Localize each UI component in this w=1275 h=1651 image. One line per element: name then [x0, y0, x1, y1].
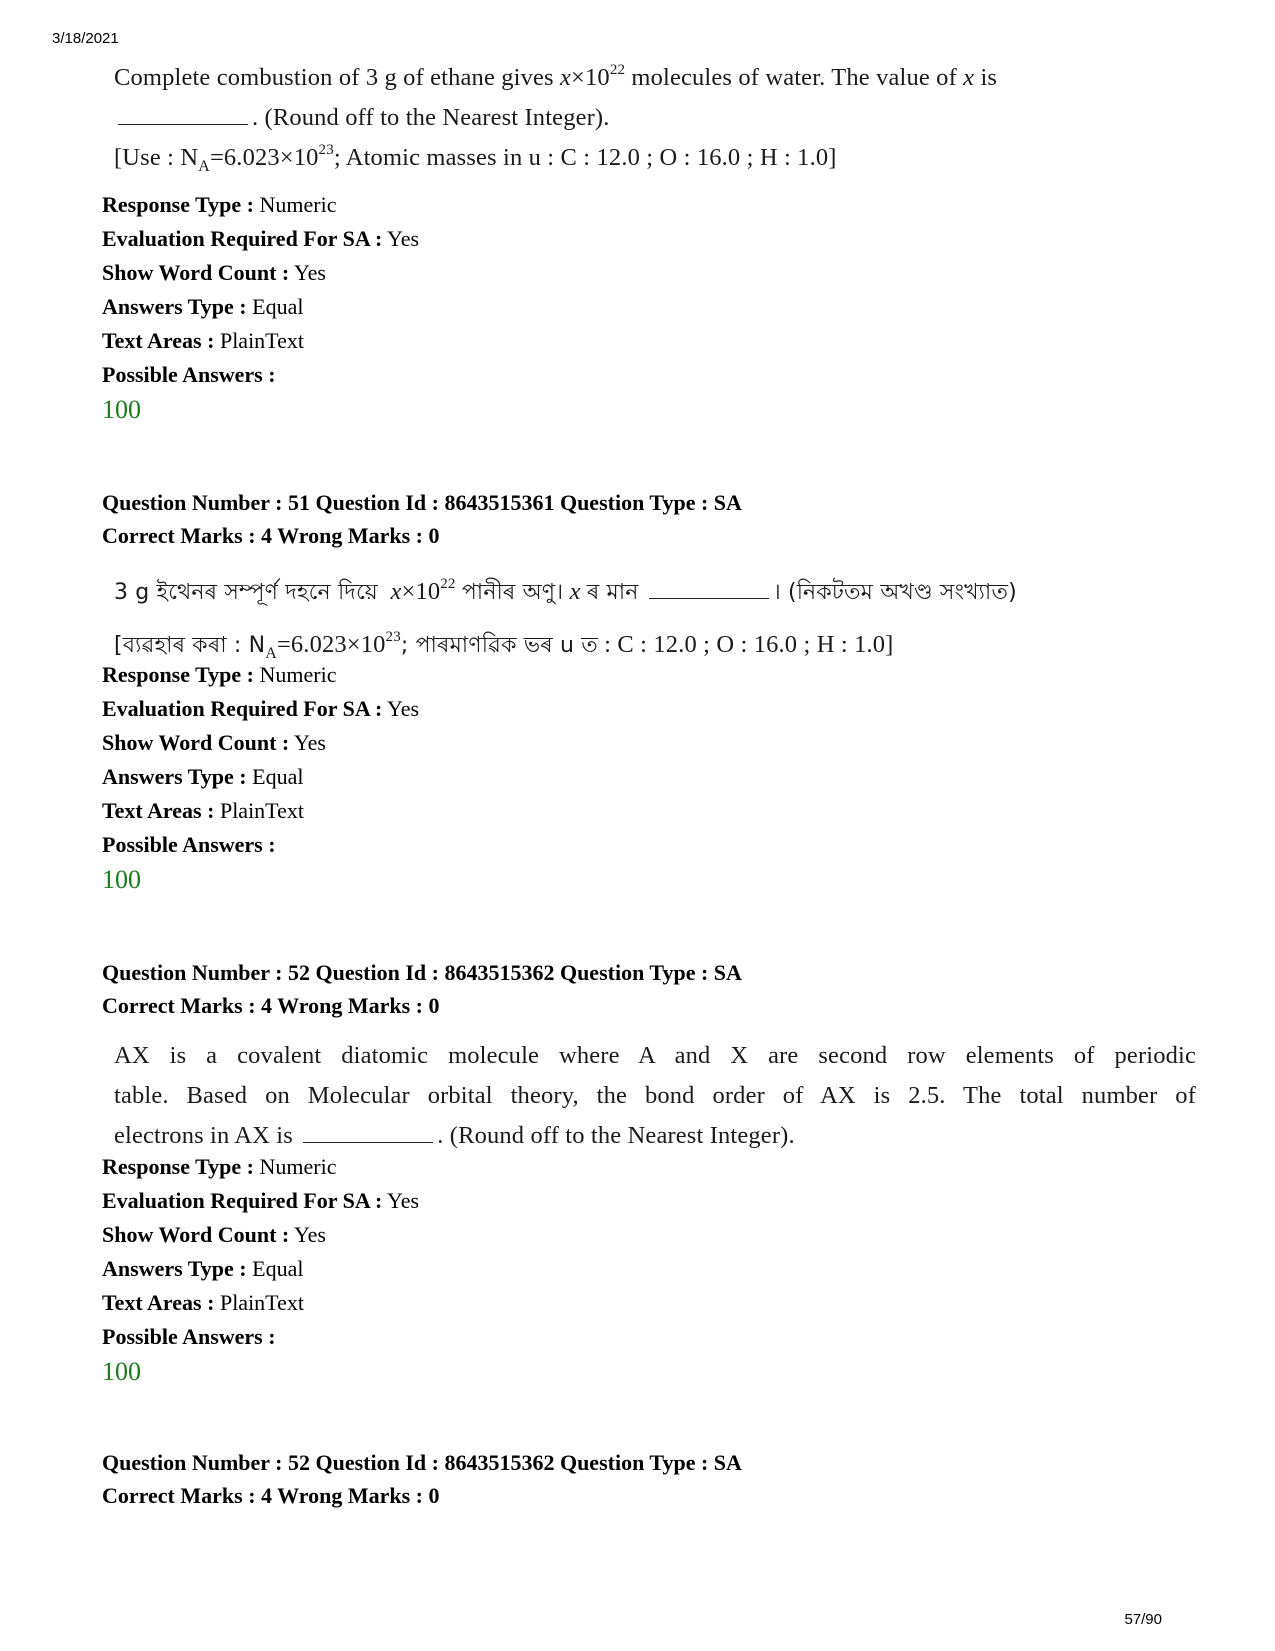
- question-fragment: ৰ মান: [586, 580, 639, 605]
- meta-label: Answers Type :: [102, 764, 247, 789]
- question-line: [114, 566, 1196, 619]
- question-fragment: electrons in AX is: [114, 1122, 293, 1149]
- meta-value: Numeric: [259, 662, 337, 687]
- page-number: 57/90: [1124, 1611, 1162, 1628]
- meta-value: Yes: [387, 226, 420, 251]
- question-meta: [102, 188, 419, 428]
- question-header: [102, 1446, 742, 1512]
- meta-label: Answers Type :: [102, 1256, 247, 1281]
- meta-value: Yes: [293, 260, 326, 285]
- text-areas-row: [102, 1286, 419, 1320]
- answers-type-row: [102, 760, 419, 794]
- math-fragment: ×10: [401, 578, 441, 605]
- question-fragment: : C : 12.0 ; O : 16.0 ; H : 1.0]: [604, 631, 894, 658]
- question-fragment: । (নিকটতম অখণ্ড সংখ্যাত): [772, 580, 1017, 605]
- meta-label: Possible Answers :: [102, 1324, 276, 1349]
- question-line: AX is a covalent diatomic molecule where A and X are second row elements of periodic: [114, 1042, 1196, 1069]
- meta-label: Text Areas :: [102, 798, 215, 823]
- answer-blank: [649, 597, 769, 599]
- marks-line: Correct Marks : 4 Wrong Marks : 0: [102, 523, 440, 548]
- question-fragment: [Use : N: [114, 144, 199, 171]
- text-areas-row: [102, 324, 419, 358]
- question-header-line: Question Number : 52 Question Id : 8643515362 Question Type : SA: [102, 960, 742, 985]
- math-exponent: 23: [318, 142, 334, 158]
- math-fragment: ×10: [571, 64, 610, 91]
- question-fragment: [ব্যৱহাৰ কৰা : N: [114, 633, 266, 658]
- meta-label: Show Word Count :: [102, 1222, 290, 1247]
- meta-label: Response Type :: [102, 192, 254, 217]
- meta-value: Yes: [387, 696, 420, 721]
- meta-value: Equal: [252, 294, 304, 319]
- question-fragment: molecules of water. The value of: [631, 64, 957, 91]
- response-type-row: [102, 658, 419, 692]
- answer-blank: [303, 1141, 433, 1143]
- math-variable: x: [963, 64, 975, 91]
- meta-label: Show Word Count :: [102, 260, 290, 285]
- meta-value: PlainText: [219, 328, 304, 353]
- question-fragment: . (Round off to the Nearest Integer).: [252, 104, 610, 131]
- possible-answers-row: [102, 358, 419, 392]
- meta-label: Response Type :: [102, 1154, 254, 1179]
- question-fragment: ; Atomic masses in u : C : 12.0 ; O : 16.0 ; H : 1.0]: [333, 144, 837, 171]
- meta-value: PlainText: [219, 1290, 304, 1315]
- show-word-count-row: [102, 726, 419, 760]
- question-line: [114, 98, 1196, 138]
- math-fragment: =6.023×10: [209, 144, 319, 171]
- math-exponent: 23: [385, 629, 401, 645]
- question-line: [114, 138, 1196, 178]
- meta-label: Evaluation Required For SA :: [102, 226, 383, 251]
- possible-answer-value: 100: [102, 865, 141, 894]
- question-header: [102, 956, 742, 1022]
- question-header-line: Question Number : 51 Question Id : 8643515361 Question Type : SA: [102, 490, 742, 515]
- meta-value: Equal: [252, 764, 304, 789]
- math-fragment: =6.023×10: [276, 631, 386, 658]
- meta-label: Possible Answers :: [102, 832, 276, 857]
- show-word-count-row: [102, 256, 419, 290]
- meta-value: Equal: [252, 1256, 304, 1281]
- evaluation-required-row: [102, 1184, 419, 1218]
- marks-line: Correct Marks : 4 Wrong Marks : 0: [102, 993, 440, 1018]
- question-text: [114, 58, 1196, 178]
- question-line: table. Based on Molecular orbital theory, the bond order of AX is 2.5. The total number of: [114, 1082, 1196, 1109]
- possible-answer-value: 100: [102, 1357, 141, 1386]
- meta-value: Yes: [293, 1222, 326, 1247]
- math-exponent: 22: [440, 576, 456, 592]
- meta-label: Response Type :: [102, 662, 254, 687]
- question-fragment: 3 g ইথেনৰ সম্পূৰ্ণ দহনে দিয়ে: [114, 580, 378, 605]
- possible-answer-value: 100: [102, 395, 141, 424]
- question-meta: [102, 658, 419, 898]
- response-type-row: [102, 188, 419, 222]
- answer-blank: [118, 123, 248, 125]
- meta-value: PlainText: [219, 798, 304, 823]
- show-word-count-row: [102, 1218, 419, 1252]
- question-header-line: Question Number : 52 Question Id : 8643515362 Question Type : SA: [102, 1450, 742, 1475]
- response-type-row: [102, 1150, 419, 1184]
- meta-label: Text Areas :: [102, 1290, 215, 1315]
- meta-label: Evaluation Required For SA :: [102, 1188, 383, 1213]
- evaluation-required-row: [102, 692, 419, 726]
- math-subscript: A: [198, 158, 210, 175]
- possible-answers-row: [102, 828, 419, 862]
- meta-label: Show Word Count :: [102, 730, 290, 755]
- question-text: [114, 1036, 1196, 1156]
- meta-label: Answers Type :: [102, 294, 247, 319]
- math-variable: x: [560, 64, 572, 91]
- question-header: [102, 486, 742, 552]
- math-variable: x: [390, 578, 402, 605]
- meta-value: Yes: [293, 730, 326, 755]
- question-fragment: . (Round off to the Nearest Integer).: [437, 1122, 795, 1149]
- question-line: [114, 58, 1196, 98]
- question-fragment: Complete combustion of 3 g of ethane gives: [114, 64, 554, 91]
- print-date: 3/18/2021: [52, 30, 119, 47]
- meta-value: Yes: [387, 1188, 420, 1213]
- meta-value: Numeric: [259, 192, 337, 217]
- meta-label: Text Areas :: [102, 328, 215, 353]
- meta-label: Evaluation Required For SA :: [102, 696, 383, 721]
- text-areas-row: [102, 794, 419, 828]
- question-fragment: ; পাৰমাণৱিক ভৰ u ত: [400, 633, 598, 658]
- math-subscript: A: [265, 645, 277, 662]
- question-fragment: is: [980, 64, 998, 91]
- meta-label: Possible Answers :: [102, 362, 276, 387]
- math-exponent: 22: [609, 62, 626, 78]
- meta-value: Numeric: [259, 1154, 337, 1179]
- possible-answers-row: [102, 1320, 419, 1354]
- answers-type-row: [102, 290, 419, 324]
- answers-type-row: [102, 1252, 419, 1286]
- question-text: [114, 566, 1196, 672]
- marks-line: Correct Marks : 4 Wrong Marks : 0: [102, 1483, 440, 1508]
- question-fragment: পানীৰ অণু।: [461, 580, 564, 605]
- question-meta: [102, 1150, 419, 1390]
- math-variable: x: [569, 578, 581, 605]
- evaluation-required-row: [102, 222, 419, 256]
